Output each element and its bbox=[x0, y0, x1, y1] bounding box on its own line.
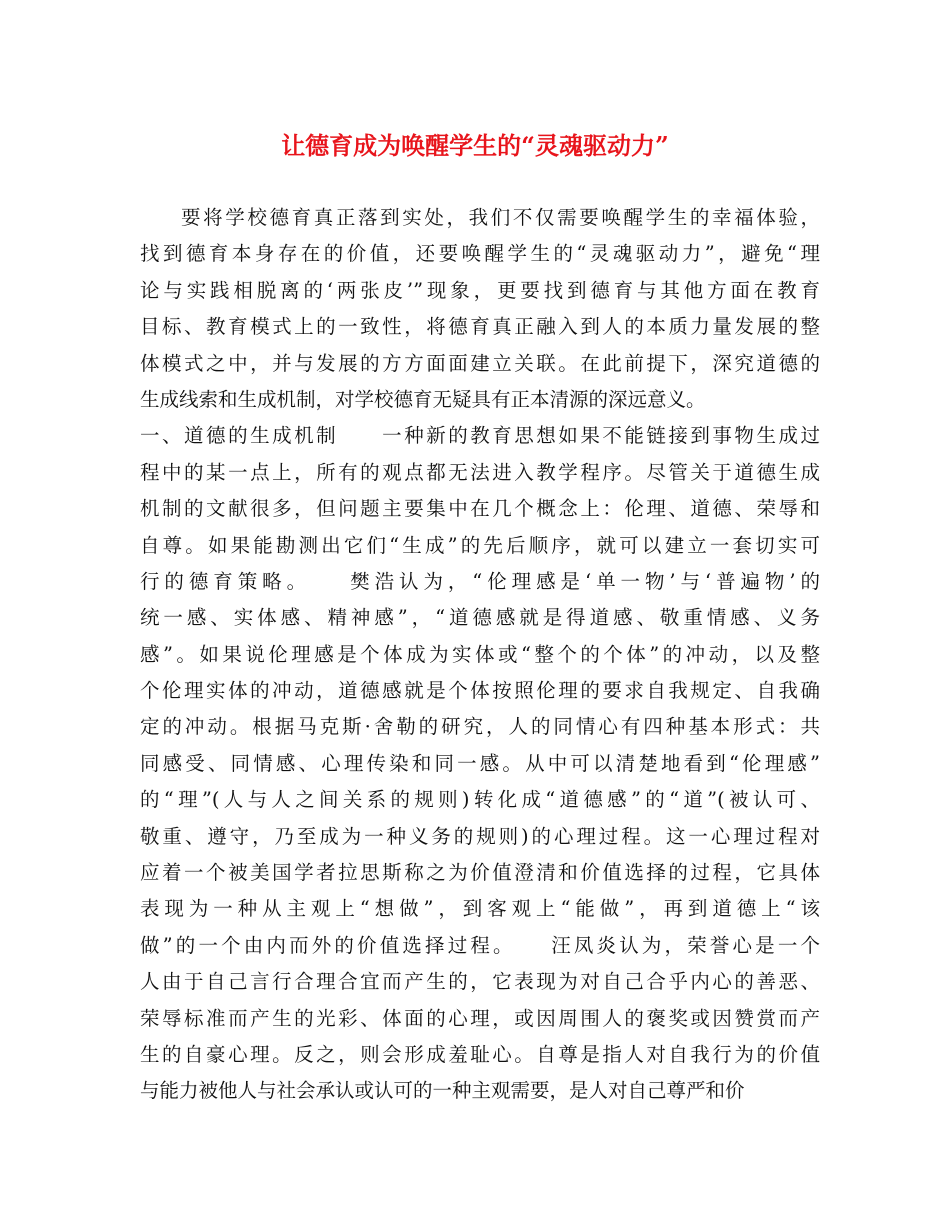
body-line: 表现为一种从主观上“想做”，到客观上“能做”，再到道德上“该 bbox=[140, 897, 820, 921]
body-line: 荣辱标准而产生的光彩、体面的心理，或因周围人的褒奖或因赞赏而产 bbox=[140, 1006, 820, 1030]
body-line: 生的自豪心理。反之，则会形成羞耻心。自尊是指人对自我行为的价值 bbox=[140, 1042, 820, 1066]
body-line: 目标、教育模式上的一致性，将德育真正融入到人的本质力量发展的整 bbox=[140, 315, 820, 339]
body-line: 找到德育本身存在的价值，还要唤醒学生的“灵魂驱动力”，避免“理 bbox=[140, 242, 820, 266]
body-line: 一、道德的生成机制 一种新的教育思想如果不能链接到事物生成过 bbox=[140, 424, 820, 448]
body-line: 体模式之中，并与发展的方方面面建立关联。在此前提下，深究道德的 bbox=[140, 351, 820, 375]
body-line: 同感受、同情感、心理传染和同一感。从中可以清楚地看到“伦理感” bbox=[140, 751, 820, 775]
body-line: 自尊。如果能勘测出它们“生成”的先后顺序，就可以建立一套切实可 bbox=[140, 533, 820, 557]
body-line: 生成线索和生成机制，对学校德育无疑具有正本清源的深远意义。 bbox=[140, 387, 706, 411]
body-line: 应着一个被美国学者拉思斯称之为价值澄清和价值选择的过程，它具体 bbox=[140, 861, 820, 885]
body-line: 个伦理实体的冲动，道德感就是个体按照伦理的要求自我规定、自我确 bbox=[140, 679, 820, 703]
body-line: 论与实践相脱离的‘两张皮’”现象，更要找到德育与其他方面在教育 bbox=[140, 278, 820, 302]
body-line: 做”的一个由内而外的价值选择过程。 汪凤炎认为，荣誉心是一个 bbox=[140, 933, 820, 957]
body-line: 程中的某一点上，所有的观点都无法进入教学程序。尽管关于道德生成 bbox=[140, 460, 820, 484]
body-line: 的“理”(人与人之间关系的规则)转化成“道德感”的“道”(被认可、 bbox=[140, 788, 820, 812]
body-line: 人由于自己言行合理合宜而产生的，它表现为对自己合乎内心的善恶、 bbox=[140, 970, 820, 994]
body-line: 敬重、遵守，乃至成为一种义务的规则)的心理过程。这一心理过程对 bbox=[140, 824, 820, 848]
body-line: 与能力被他人与社会承认或认可的一种主观需要，是人对自己尊严和价 bbox=[140, 1079, 745, 1103]
body-line: 要将学校德育真正落到实处，我们不仅需要唤醒学生的幸福体验， bbox=[181, 206, 820, 229]
body-line: 机制的文献很多，但问题主要集中在几个概念上：伦理、道德、荣辱和 bbox=[140, 497, 820, 521]
body-line: 行的德育策略。 樊浩认为，“伦理感是‘单一物’与‘普遍物’的 bbox=[140, 569, 820, 593]
body-line: 感”。如果说伦理感是个体成为实体或“整个的个体”的冲动，以及整 bbox=[140, 642, 820, 666]
document-body bbox=[140, 200, 820, 1110]
body-line: 定的冲动。根据马克斯·舍勒的研究，人的同情心有四种基本形式：共 bbox=[140, 715, 820, 739]
body-line: 统一感、实体感、精神感”，“道德感就是得道感、敬重情感、义务 bbox=[140, 606, 820, 630]
document-title: 让德育成为唤醒学生的“灵魂驱动力” bbox=[281, 131, 669, 160]
